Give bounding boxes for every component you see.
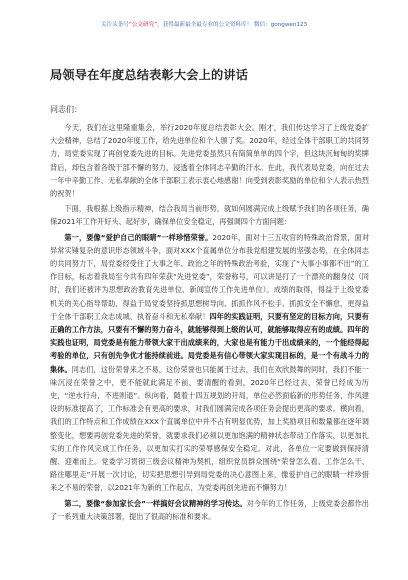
promo-banner[interactable] [0,21,408,29]
section-two-text: 对今年的工作任务，上级党委会都作出了一系列重大决策部署，提出了很高的标准和要求。 [50,498,369,521]
banner-text: 关注头条号 [100,22,129,28]
salutation: 同志们： [50,105,82,114]
banner-wechat-id: gongwen123 [270,22,308,28]
paragraph-section-one [50,231,369,495]
section-two-heading: 第二，要像“参加家长会”一样搞好会议精神的学习传达。 [64,498,247,508]
paragraph-opening: 今天，我们在这里隆重集会，举行2020年度总结表彰大会。刚才，我们传达学习了上级党委扩大会精神，总结了2020年度工作，给先进单位和个人颁了奖。2020年，经过全体干部职工的共同努力，局党委实现了再创党委先进的目标。先进党委虽然只有简简单单的四个字，但这块沉甸甸的奖牌背后，却包含着各级干部不懈的努力，浸透着全体同志辛勤的汗水。在此，我代表局党委，向在过去一年中辛勤工作、无私奉献的全体干部职工表示衷心地感谢！向受到表彰奖励的单位和个人表示热烈的祝贺！ [50,123,369,199]
section-one-bold-text: 四年的实践证明，只要有坚定的目标方向，只要有正确的工作方法，只要有不懈的努力奋斗，就能够得到上级的认可，就能够取得应有的成绩。四年的实践也证明，局党委是有能力带领大家干出成绩来的，大家也是有能力干出成绩来的，一个能经得起考验的单位，只有创先争优才能持续前进。局党委是有信心带领大家实现目标的，是一个有战斗力的集体。 [50,311,369,374]
paragraph-section-two [50,497,369,523]
paragraph-intro: 下面，我根据上级指示精神，结合我局当前形势，就如何圆满完成上级赋予我们的各项任务，确保2021年工作开好头、起好步，确保单位安全稳定，再强调四个方面问题： [50,204,369,227]
section-one-text: 2020年，面对十三五收官的特殊政治背景，面对异常实锤复杂的意识形态领域斗争，面对XXX个直属单位分布我党组建发展的坚强态势，在全体同志的共同努力下，局党委经受住了大事之年、政治之年的特殊政治考验，实现了“大事小事都不出”的工作目标，标志着我局至今共有四年荣获“先进党委”，荣誉称号，可以讲是打了一个漂亮的翻身仗（同时，我们还被评为思想政治教育先进单位、新闻宣传工作先进单位）。成绩的取得，得益于上级党委机关的关心指导帮助，得益于局党委坚持抓思想树导向、抓抓作风不松手、抓抓安全不懈怠，更得益于全体干部职工众志成城、执着奋斗和无私奉献！ [50,232,370,321]
document-body [50,121,369,523]
section-one-text-continued: 同志们，这份荣誉来之不易，这份荣誉也只能属于过去，我们在欢欣鼓舞的同时，我们不能一味沉浸在荣誉之中，更不能就此满足不前，要清醒的看到，2020年已经过去，荣誉已经成为历史，“逆水行舟，不进则退”。纵向看，随着十四五规划的开局，单位必然面临新的形势任务，作风建设的标准提高了，工作标准会有更高的要求，对我们圆满完成各项任务会提出更高的要求。横向看，我们的工作特点和工作成绩在XXX个直属单位中并不占有明显优势，加上奖励项目和数量都在逐年调整变化，想要再创党委先进的荣誉，就要求我们必须以更加饱满的精神状态带动工作落实，以更加扎实的工作作风完成工作任务，以更加实打实的荣辱感保安全稳定。对此，各单位一定要做到保持清醒、迎难而上。党委学习贯彻三级会议精神为契机，组织党员群众围绕“荣誉怎么看、工作怎么干、路往哪里走”开展一次讨论，切实把思想引导到局党委的决心意图上来，像爱护自己的眼睛一样珍惜来之不易的荣誉，以2021年为新的工作起点，为党委再创先进而不懈努力！ [50,364,369,493]
document-title: 局领导在年度总结表彰大会上的讲话 [50,68,249,82]
banner-account-name[interactable]: “公文研究” [128,22,158,28]
banner-text-2: ，获得最新最全最专业的公文资料库！ 微信： [157,22,271,28]
section-one-heading: 第一，要像“爱护自己的眼睛”一样珍惜荣誉。 [64,232,213,242]
